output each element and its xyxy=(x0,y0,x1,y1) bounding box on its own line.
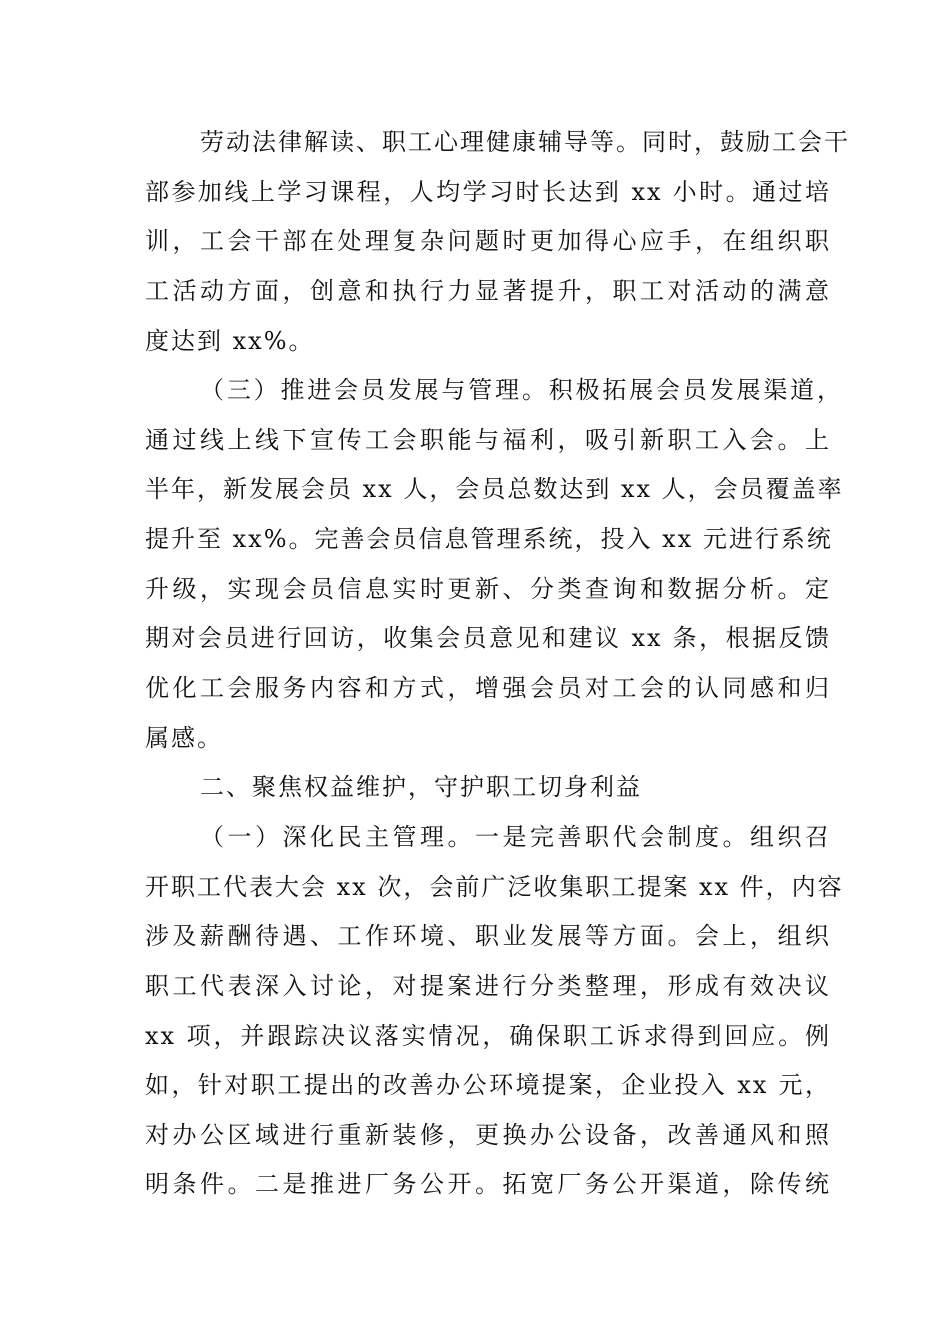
document-body xyxy=(145,118,850,1210)
text-line: （一）深化民主管理。一是完善职代会制度。组织召 xyxy=(200,822,831,851)
text-line: 优化工会服务内容和方式，增强会员对工会的认同感和归 xyxy=(145,674,831,703)
text-line: 升级，实现会员信息实时更新、分类查询和数据分析。定 xyxy=(145,574,831,603)
text-line: xx 项，并跟踪决议落实情况，确保职工诉求得到回应。例 xyxy=(145,1021,831,1050)
section-heading xyxy=(145,763,831,813)
text-line: 通过线上线下宣传工会职能与福利，吸引新职工入会。上 xyxy=(145,425,831,454)
text-line: 度达到 xx%。 xyxy=(145,326,315,355)
paragraph xyxy=(145,813,844,1210)
text-line: 明条件。二是推进厂务公开。拓宽厂务公开渠道，除传统 xyxy=(145,1170,831,1199)
text-line: 涉及薪酬待遇、工作环境、职业发展等方面。会上，组织 xyxy=(145,922,831,951)
text-line: 工活动方面，创意和执行力显著提升，职工对活动的满意 xyxy=(145,276,831,305)
text-line: 如，针对职工提出的改善办公环境提案，企业投入 xx 元， xyxy=(145,1071,831,1100)
text-line: 劳动法律解读、职工心理健康辅导等。同时，鼓励工会干 xyxy=(200,128,850,156)
text-line: 部参加线上学习课程，人均学习时长达到 xx 小时。通过培 xyxy=(145,177,831,206)
text-line: 二、聚焦权益维护，守护职工切身利益 xyxy=(200,773,642,802)
text-line: 开职工代表大会 xx 次，会前广泛收集职工提案 xx 件，内容 xyxy=(145,872,844,901)
text-line: 半年，新发展会员 xx 人，会员总数达到 xx 人，会员覆盖率 xyxy=(145,475,844,504)
text-line: 提升至 xx%。完善会员信息管理系统，投入 xx 元进行系统 xyxy=(145,525,833,554)
text-line: 属感。 xyxy=(145,723,223,752)
paragraph xyxy=(145,118,850,366)
text-line: 训，工会干部在处理复杂问题时更加得心应手，在组织职 xyxy=(145,227,831,256)
text-line: （三）推进会员发展与管理。积极拓展会员发展渠道， xyxy=(200,376,843,405)
text-line: 对办公区域进行重新装修，更换办公设备，改善通风和照 xyxy=(145,1120,831,1149)
text-line: 期对会员进行回访，收集会员意见和建议 xx 条，根据反馈 xyxy=(145,624,831,653)
paragraph xyxy=(145,366,844,763)
text-line: 职工代表深入讨论，对提案进行分类整理，形成有效决议 xyxy=(145,971,831,1000)
